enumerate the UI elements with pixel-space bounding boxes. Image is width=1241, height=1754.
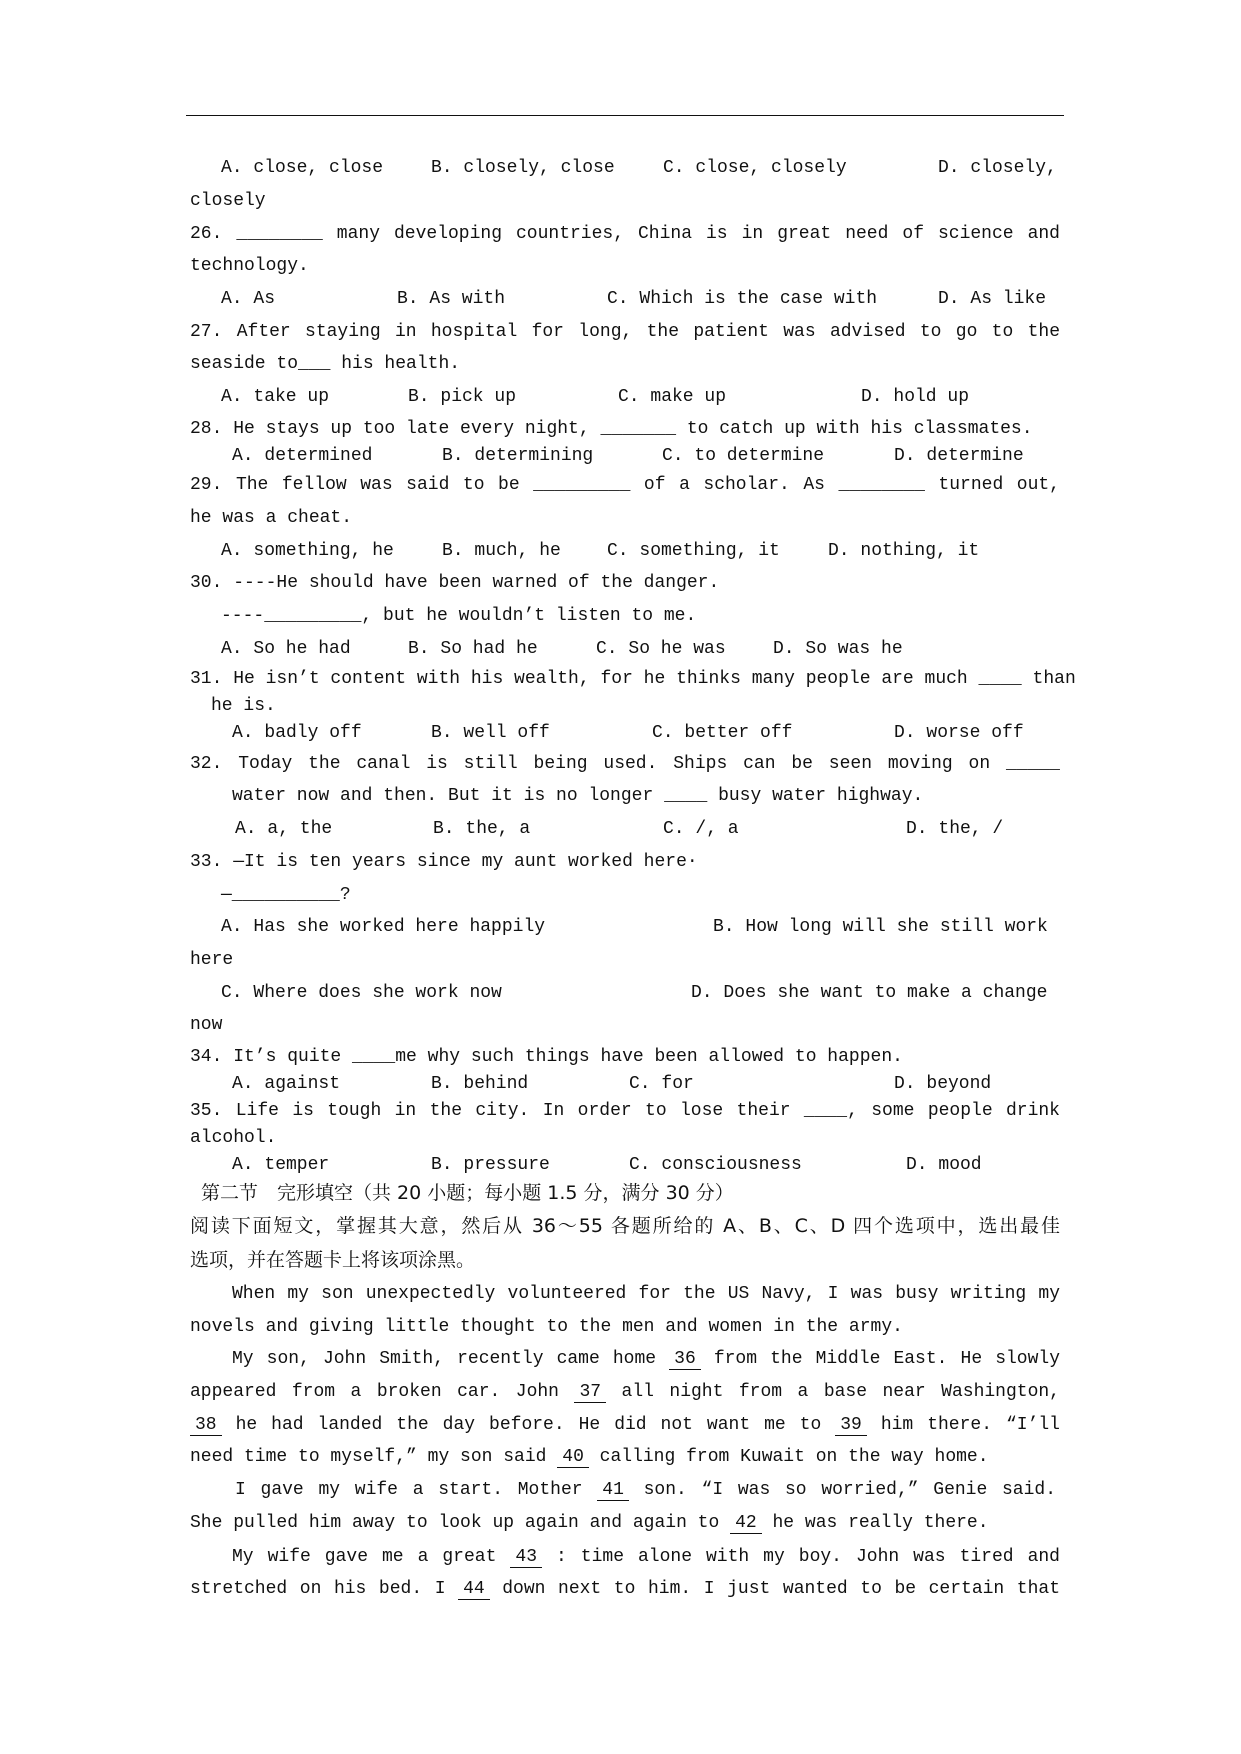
q25-options bbox=[0, 156, 1241, 180]
q29-stem: 29. The fellow was said to be _________ of a scholar. As ________ turned out, bbox=[190, 475, 1060, 495]
q28-option-b: B. determining bbox=[442, 446, 594, 466]
q34-option-a: A. against bbox=[232, 1074, 341, 1094]
blank-38: 38 bbox=[190, 1415, 222, 1436]
passage-text: appeared from a broken car. John bbox=[190, 1382, 575, 1402]
blank-39: 39 bbox=[835, 1415, 867, 1436]
passage-text: novels and giving little thought to the men and women in the army. bbox=[190, 1317, 903, 1337]
passage-line bbox=[232, 1545, 1060, 1569]
passage-text: She pulled him away to look up again and again to bbox=[190, 1513, 731, 1533]
q33-stem: 33. —It is ten years since my aunt worked here· bbox=[190, 852, 698, 872]
q28-option-a: A. determined bbox=[232, 446, 373, 466]
q26-option-c: C. Which is the case with bbox=[607, 289, 878, 309]
q30-stem: 30. ----He should have been warned of the danger. bbox=[190, 573, 720, 593]
q29-option-c: C. something, it bbox=[607, 541, 780, 561]
q33-option-b-continued: here bbox=[190, 950, 234, 970]
q31-stem: 31. He isn’t content with his wealth, for he thinks many people are much ____ than bbox=[190, 669, 1076, 689]
q33-option-d: D. Does she want to make a change bbox=[691, 983, 1048, 1003]
q32-option-b: B. the, a bbox=[433, 819, 531, 839]
q32-option-a: A. a, the bbox=[235, 819, 333, 839]
passage-text: My wife gave me a great bbox=[232, 1547, 511, 1567]
q30-option-b: B. So had he bbox=[408, 639, 538, 659]
q28-options bbox=[0, 444, 1241, 468]
q29-option-a: A. something, he bbox=[221, 541, 394, 561]
blank-36: 36 bbox=[669, 1349, 701, 1370]
blank-42: 42 bbox=[730, 1513, 762, 1534]
q31-options bbox=[0, 721, 1241, 745]
passage-text: calling from Kuwait on the way home. bbox=[588, 1447, 989, 1467]
passage-text: need time to myself,” my son said bbox=[190, 1447, 558, 1467]
q25-option-d-continued: closely bbox=[190, 191, 266, 211]
blank-41: 41 bbox=[597, 1480, 629, 1501]
q31-stem-continued: he is. bbox=[211, 696, 276, 716]
q26-option-b: B. As with bbox=[397, 289, 506, 309]
q28-option-d: D. determine bbox=[894, 446, 1024, 466]
q31-option-c: C. better off bbox=[652, 723, 793, 743]
q25-option-c: C. close, closely bbox=[663, 158, 847, 178]
q33-option-a: A. Has she worked here happily bbox=[221, 917, 546, 937]
q32-option-c: C. /, a bbox=[663, 819, 739, 839]
q33-response: —__________? bbox=[221, 885, 351, 905]
q30-response: ----_________, but he wouldn’t listen to me. bbox=[221, 606, 697, 626]
passage-text: him there. “I’ll bbox=[866, 1415, 1060, 1435]
passage-text: from the Middle East. He slowly bbox=[700, 1349, 1060, 1369]
q25-option-a: A. close, close bbox=[221, 158, 384, 178]
q33-option-d-continued: now bbox=[190, 1015, 223, 1035]
q26-stem-continued: technology. bbox=[190, 256, 309, 276]
q33-option-b: B. How long will she still work bbox=[713, 917, 1048, 937]
q26-option-a: A. As bbox=[221, 289, 276, 309]
q29-option-d: D. nothing, it bbox=[828, 541, 980, 561]
q32-stem-continued: water now and then. But it is no longer ____ busy water highway. bbox=[232, 786, 924, 806]
q30-option-c: C. So he was bbox=[596, 639, 726, 659]
q34-options bbox=[0, 1072, 1241, 1096]
q31-option-d: D. worse off bbox=[894, 723, 1024, 743]
passage-line bbox=[235, 1478, 1056, 1502]
passage-text: : time alone with my boy. John was tired and bbox=[542, 1547, 1060, 1567]
q32-options bbox=[0, 817, 1241, 841]
q28-option-c: C. to determine bbox=[662, 446, 825, 466]
q34-stem: 34. It’s quite ____me why such things have been allowed to happen. bbox=[190, 1047, 903, 1067]
q27-option-a: A. take up bbox=[221, 387, 330, 407]
passage-text: I gave my wife a start. Mother bbox=[235, 1480, 598, 1500]
q31-option-a: A. badly off bbox=[232, 723, 362, 743]
blank-40: 40 bbox=[557, 1447, 589, 1468]
q27-option-c: C. make up bbox=[618, 387, 727, 407]
passage-text: son. “I was so worried,” Genie said. bbox=[628, 1480, 1057, 1500]
q25-option-b: B. closely, close bbox=[431, 158, 615, 178]
q31-option-b: B. well off bbox=[431, 723, 550, 743]
q27-option-b: B. pick up bbox=[408, 387, 517, 407]
section2-title: 第二节 完形填空（共 20 小题；每小题 1.5 分，满分 30 分） bbox=[201, 1182, 734, 1204]
passage-text: stretched on his bed. I bbox=[190, 1579, 459, 1599]
q35-option-b: B. pressure bbox=[431, 1155, 550, 1175]
q27-stem-continued: seaside to___ his health. bbox=[190, 354, 461, 374]
q32-stem: 32. Today the canal is still being used. Ships can be seen moving on _____ bbox=[190, 754, 1060, 774]
q32-option-d: D. the, / bbox=[906, 819, 1004, 839]
header-rule bbox=[186, 115, 1064, 116]
q33-options-row-2 bbox=[0, 981, 1241, 1005]
q26-option-d: D. As like bbox=[938, 289, 1047, 309]
q35-option-a: A. temper bbox=[232, 1155, 330, 1175]
q29-stem-continued: he was a cheat. bbox=[190, 508, 353, 528]
q28-stem: 28. He stays up too late every night, _______ to catch up with his classmates. bbox=[190, 419, 1033, 439]
q35-option-c: C. consciousness bbox=[629, 1155, 802, 1175]
blank-43: 43 bbox=[510, 1547, 542, 1568]
passage-text: down next to him. I just wanted to be certain that bbox=[489, 1579, 1060, 1599]
section2-instructions-continued: 选项，并在答题卡上将该项涂黑。 bbox=[190, 1249, 476, 1271]
passage-text: all night from a base near Washington, bbox=[606, 1382, 1060, 1402]
passage-line bbox=[190, 1413, 1060, 1437]
q25-option-d: D. closely, bbox=[938, 158, 1057, 178]
q34-option-b: B. behind bbox=[431, 1074, 529, 1094]
passage-line bbox=[190, 1511, 989, 1535]
q30-option-a: A. So he had bbox=[221, 639, 351, 659]
q26-stem: 26. ________ many developing countries, China is in great need of science and bbox=[190, 224, 1060, 244]
passage-line bbox=[190, 1577, 1060, 1601]
q29-options bbox=[0, 539, 1241, 563]
q35-option-d: D. mood bbox=[906, 1155, 982, 1175]
passage-text: When my son unexpectedly volunteered for the US Navy, I was busy writing my bbox=[232, 1284, 1060, 1304]
q33-options-row-1 bbox=[0, 915, 1241, 939]
passage-line bbox=[232, 1282, 1060, 1306]
q26-options bbox=[0, 287, 1241, 311]
q35-stem: 35. Life is tough in the city. In order to lose their ____, some people drink bbox=[190, 1101, 1060, 1121]
passage-line bbox=[232, 1347, 1060, 1371]
q30-options bbox=[0, 637, 1241, 661]
passage-text: he was really there. bbox=[761, 1513, 989, 1533]
q33-option-c: C. Where does she work now bbox=[221, 983, 502, 1003]
q27-option-d: D. hold up bbox=[861, 387, 970, 407]
q34-option-c: C. for bbox=[629, 1074, 694, 1094]
q35-stem-continued: alcohol. bbox=[190, 1128, 277, 1148]
q30-option-d: D. So was he bbox=[773, 639, 903, 659]
q29-option-b: B. much, he bbox=[442, 541, 561, 561]
passage-line bbox=[190, 1315, 903, 1339]
passage-line bbox=[190, 1380, 1060, 1404]
passage-text: he had landed the day before. He did not want me to bbox=[221, 1415, 836, 1435]
passage-text: My son, John Smith, recently came home bbox=[232, 1349, 670, 1369]
blank-37: 37 bbox=[574, 1382, 606, 1403]
q27-stem: 27. After staying in hospital for long, the patient was advised to go to the bbox=[190, 322, 1060, 342]
q34-option-d: D. beyond bbox=[894, 1074, 992, 1094]
passage-line bbox=[190, 1445, 989, 1469]
section2-instructions: 阅读下面短文，掌握其大意，然后从 36～55 各题所给的 A、B、C、D 四个选项中，选出最佳 bbox=[190, 1215, 1060, 1237]
q35-options bbox=[0, 1153, 1241, 1177]
q27-options bbox=[0, 385, 1241, 409]
blank-44: 44 bbox=[458, 1579, 490, 1600]
